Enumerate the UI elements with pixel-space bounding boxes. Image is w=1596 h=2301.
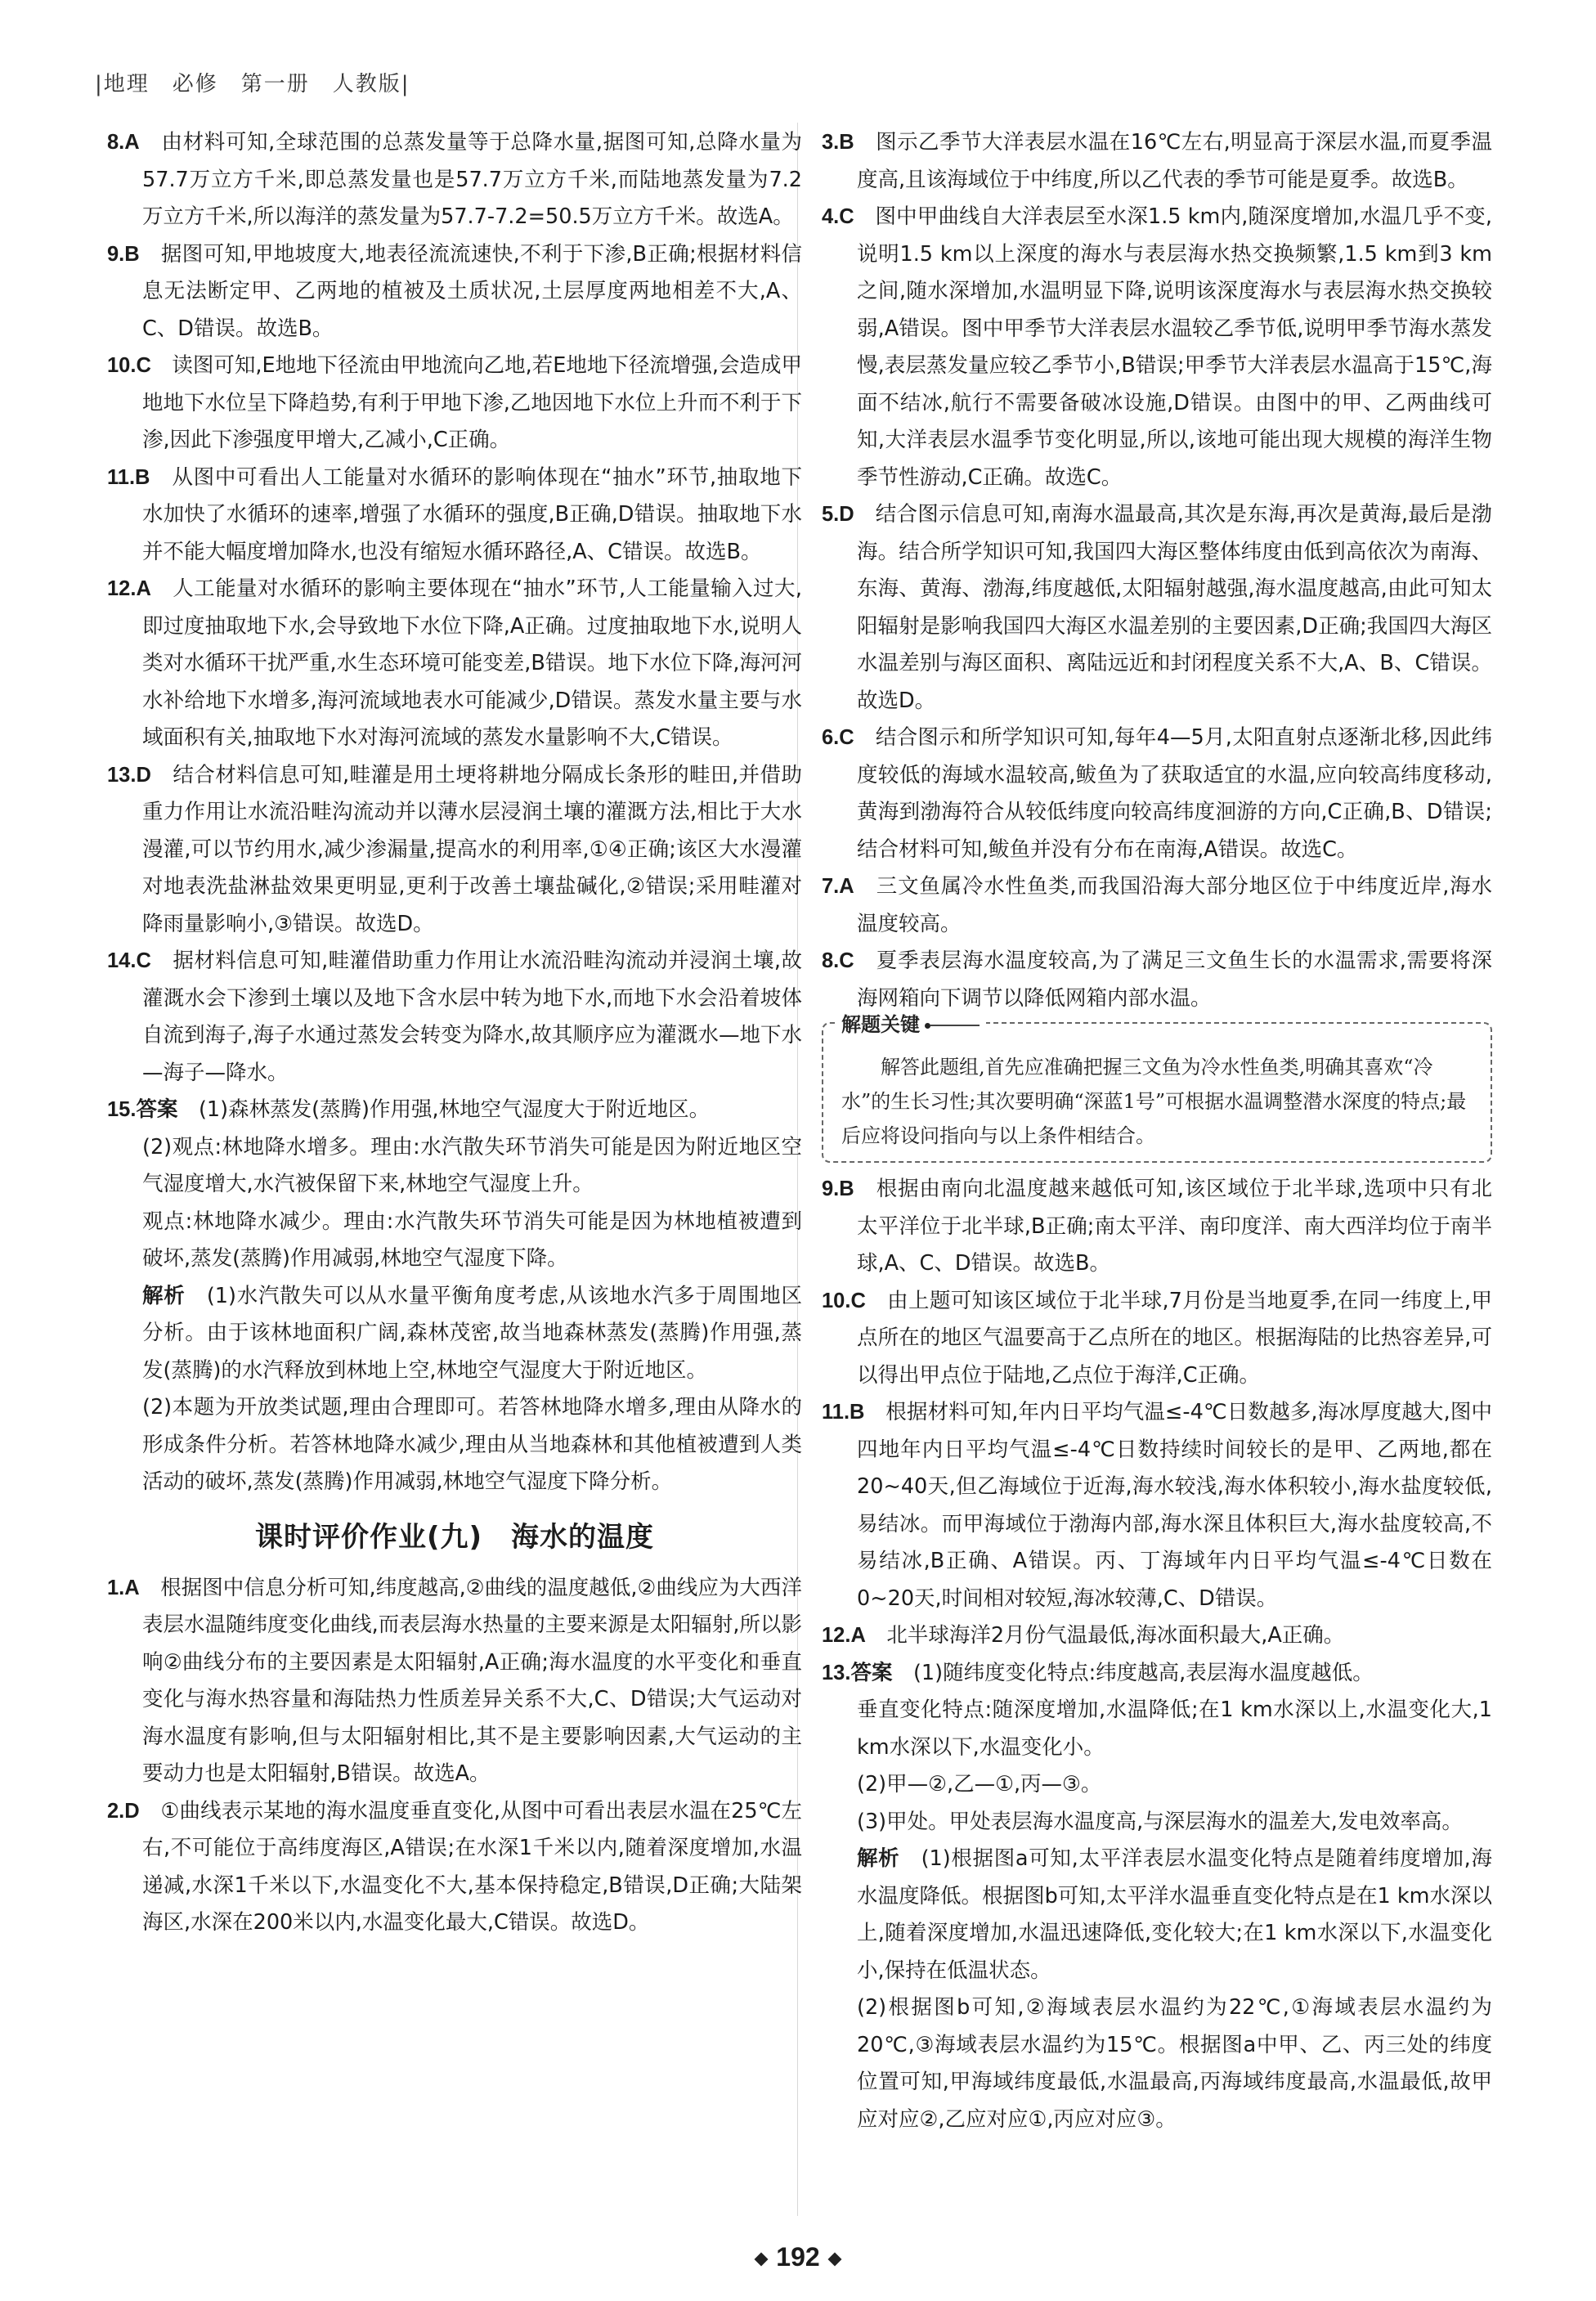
answer-text: 北半球海洋2月份气温最低,海冰面积最大,A正确。 xyxy=(886,1623,1345,1648)
answer-text: 三文鱼属冷水性鱼类,而我国沿海大部分地区位于中纬度近岸,海水温度较高。 xyxy=(857,874,1492,936)
answer-number: 12.A xyxy=(822,1624,866,1647)
q13-analysis-2: (2)根据图b可知,②海域表层水温约为22℃,①海域表层水温约为20℃,③海域表层水温约为15℃。根据图a中甲、乙、丙三处的纬度位置可知,甲海域纬度最低,水温最高,丙海域纬度最高,水温最低,故甲应对应②,乙应对应①,丙应对应③。 xyxy=(857,1995,1492,2132)
answer-text: 结合图示信息可知,南海水温最高,其次是东海,再次是黄海,最后是渤海。结合所学知识可知,我国四大海区整体纬度由低到高依次为南海、东海、黄海、渤海,纬度越低,太阳辐射越强,海水温度越高,由此可知太阳辐射是影响我国四大海区水温差别的主要因素,D正确;我国四大海区水温差别与海区面积、离陆远近和封闭程度关系不大,A、B、C错误。故选D。 xyxy=(857,502,1492,713)
answer-item xyxy=(107,460,802,572)
q15-analysis-1 xyxy=(107,1278,802,1390)
page-footer xyxy=(0,2242,1596,2272)
left-column xyxy=(107,124,802,1942)
answer-text: 读图可知,E地地下径流由甲地流向乙地,若E地地下径流增强,会造成甲地地下水位呈下降趋势,有利于甲地下渗,乙地因地下水位上升而不利于下渗,因此下渗强度甲增大,乙减小,C正确。 xyxy=(142,353,802,452)
answer-item xyxy=(822,496,1492,720)
right-column xyxy=(822,124,1492,2138)
answer-text: 据图可知,甲地坡度大,地表径流流速快,不利于下渗,B正确;根据材料信息无法断定甲、乙两地的植被及土质状况,土层厚度两地相差不大,A、C、D错误。故选B。 xyxy=(142,241,802,341)
answer-text: 由上题可知该区域位于北半球,7月份是当地夏季,在同一纬度上,甲点所在的地区气温要高于乙点所在的地区。根据海陆的比热容差异,可以得出甲点位于陆地,乙点位于海洋,C正确。 xyxy=(857,1288,1492,1388)
answer-number: 15.答案 xyxy=(107,1098,178,1121)
answer-item xyxy=(822,720,1492,868)
page-header: |地理 必修 第一册 人教版| xyxy=(95,72,410,96)
answer-text: 图示乙季节大洋表层水温在16℃左右,明显高于深层水温,而夏季温度高,且该海域位于中纬度,所以乙代表的季节可能是夏季。故选B。 xyxy=(857,130,1492,192)
answer-number: 5.D xyxy=(822,503,854,526)
answer-text: 根据图中信息分析可知,纬度越高,②曲线的温度越低,②曲线应为大西洋表层水温随纬度变化曲线,而表层海水热量的主要来源是太阳辐射,所以影响②曲线分布的主要因素是太阳辐射,A正确;海水温度的水平变化和垂直变化与海水热容量和海陆热力性质差异关系不大,C、D错误;大气运动对海水温度有影响,但与太阳辐射相比,其不是主要影响因素,大气运动的主要动力也是太阳辐射,B错误。故选A。 xyxy=(142,1575,802,1786)
section-title: 课时评价作业(九) 海水的温度 xyxy=(254,1520,655,1554)
answer-item xyxy=(822,1655,1492,1693)
answer-number: 12.A xyxy=(107,577,151,600)
answer-number: 11.B xyxy=(107,465,150,489)
diamond-icon xyxy=(827,2252,841,2266)
answer-text: (1)随纬度变化特点:纬度越高,表层海水温度越低。 xyxy=(912,1660,1374,1685)
bullet-icon xyxy=(925,1023,930,1029)
key-point-box xyxy=(822,1013,1492,1163)
analysis-label: 解析 xyxy=(857,1846,900,1871)
answer-list-right xyxy=(822,124,1492,1017)
answer-number: 13.答案 xyxy=(822,1661,893,1684)
answer-item xyxy=(107,757,802,944)
answer-text: 根据由南向北温度越来越低可知,该区域位于北半球,选项中只有北太平洋位于北半球,B正确;南太平洋、南印度洋、南大西洋均位于南半球,A、C、D错误。故选B。 xyxy=(857,1177,1492,1276)
answer-list-left xyxy=(107,124,802,1129)
answer-item xyxy=(107,348,802,460)
page-number: 192 xyxy=(776,2242,820,2272)
answer-number: 4.C xyxy=(822,205,854,228)
answer-number: 10.C xyxy=(822,1289,866,1312)
answer-number: 13.D xyxy=(107,763,151,787)
answer-text: 结合图示和所学知识可知,每年4—5月,太阳直射点逐渐北移,因此纬度较低的海域水温较高,鲅鱼为了获取适宜的水温,应向较高纬度移动,黄海到渤海符合从较低纬度向较高纬度洄游的方向,C正确,B、D错误;结合材料可知,鲅鱼并没有分布在南海,A错误。故选C。 xyxy=(857,725,1492,862)
answer-item xyxy=(107,943,802,1092)
key-point-tag xyxy=(835,1012,986,1037)
answer-number: 9.B xyxy=(822,1177,854,1200)
q13-part-2: (2)甲—②,乙—①,丙—③。 xyxy=(857,1772,1102,1796)
analysis-label: 解析 xyxy=(142,1283,186,1308)
answer-item xyxy=(822,943,1492,1017)
answer-text: 据材料信息可知,畦灌借助重力作用让水流沿畦沟流动并浸润土壤,故灌溉水会下渗到土壤以及地下含水层中转为地下水,而地下水会沿着坡体自流到海子,海子水通过蒸发会转变为降水,故其顺序应为灌溉水—地下水—海子—降水。 xyxy=(142,949,802,1085)
answer-text: 图中甲曲线自大洋表层至水深1.5 km内,随深度增加,水温几乎不变,说明1.5 km以上深度的海水与表层海水热交换频繁,1.5 km到3 km之间,随水深增加,水温明显下降,说明该深度海水与表层海水热交换较弱,A错误。图中甲季节大洋表层水温较乙季节低,说明甲季节海水蒸发慢,表层蒸发量应较乙季节小,B错误;甲季节大洋表层水温高于15℃,海面不结冰,航行不需要备破冰设施,D错误。由图中的甲、乙两曲线可知,大洋表层水温季节变化明显,所以,该地可能出现大规模的海洋生物季节性游动,C正确。故选C。 xyxy=(857,204,1492,490)
answer-text: 从图中可看出人工能量对水循环的影响体现在“抽水”环节,抽取地下水加快了水循环的速率,增强了水循环的强度,B正确,D错误。抽取地下水并不能大幅度增加降水,也没有缩短水循环路径,A、C错误。故选B。 xyxy=(142,464,802,564)
answer-item xyxy=(822,1617,1492,1655)
key-point-text: 解答此题组,首先应准确把握三文鱼为冷水性鱼类,明确其喜欢“冷水”的生长习性;其次要明确“深蓝1号”可根据水温调整潜水深度的特点;最后应将设问指向与以上条件相结合。 xyxy=(841,1056,1467,1147)
answer-list-left-2 xyxy=(107,1570,802,1942)
answer-item xyxy=(822,124,1492,199)
q13-part-1b: 垂直变化特点:随深度增加,水温降低;在1 km水深以上,水温变化大,1 km水深以下,水温变化小。 xyxy=(857,1698,1492,1760)
answer-list-right-2 xyxy=(822,1171,1492,1692)
q15-analysis-text-1: (1)水汽散失可以从水量平衡角度考虑,从该地水汽多于周围地区分析。由于该林地面积广阔,森林茂密,故当地森林蒸发(蒸腾)作用强,蒸发(蒸腾)的水汽释放到林地上空,林地空气湿度大于附近地区。 xyxy=(142,1283,802,1383)
answer-number: 2.D xyxy=(107,1799,140,1823)
answer-item xyxy=(822,199,1492,496)
answer-number: 7.A xyxy=(822,875,854,898)
q13-analysis-1 xyxy=(822,1841,1492,1989)
answer-number: 14.C xyxy=(107,949,151,972)
answer-text: (1)森林蒸发(蒸腾)作用强,林地空气湿度大于附近地区。 xyxy=(198,1097,711,1122)
answer-item xyxy=(107,1793,802,1942)
answer-item xyxy=(822,1283,1492,1395)
answer-number: 11.B xyxy=(822,1401,865,1424)
answer-text: ①曲线表示某地的海水温度垂直变化,从图中可看出表层水温在25℃左右,不可能位于高纬度海区,A错误;在水深1千米以内,随着深度增加,水温递减,水深1千米以下,水温变化不大,基本保持稳定,B错误,D正确;大陆架海区,水深在200米以内,水温变化最大,C错误。故选D。 xyxy=(142,1798,802,1935)
answer-item xyxy=(822,868,1492,943)
answer-item xyxy=(107,124,802,236)
answer-number: 10.C xyxy=(107,354,151,377)
answer-text: 夏季表层海水温度较高,为了满足三文鱼生长的水温需求,需要将深海网箱向下调节以降低网箱内部水温。 xyxy=(857,949,1492,1011)
answer-number: 3.B xyxy=(822,131,854,154)
answer-item xyxy=(822,1394,1492,1617)
answer-item xyxy=(107,571,802,757)
answer-number: 1.A xyxy=(107,1576,140,1599)
answer-number: 6.C xyxy=(822,726,854,749)
q13-analysis-text-1: (1)根据图a可知,太平洋表层水温变化特点是随着纬度增加,海水温度降低。根据图b可知,太平洋水温垂直变化特点是在1 km水深以上,随着深度增加,水温迅速降低,变化较大;在1 km水深以下,水温变化小,保持在低温状态。 xyxy=(857,1846,1492,1983)
diamond-icon xyxy=(755,2252,769,2266)
q13-part-3: (3)甲处。甲处表层海水温度高,与深层海水的温差大,发电效率高。 xyxy=(857,1809,1463,1834)
answer-text: 根据材料可知,年内日平均气温≤-4℃日数越多,海冰厚度越大,图中四地年内日平均气温≤-4℃日数持续时间较长的是甲、乙两地,都在20~40天,但乙海域位于近海,海水较浅,海水体积较小,海水盐度较低,易结冰。而甲海域位于渤海内部,海水深且体积巨大,海水盐度较高,不易结冰,B正确、A错误。丙、丁海域年内日平均气温≤-4℃日数在0~20天,时间相对较短,海冰较薄,C、D错误。 xyxy=(857,1400,1492,1611)
tag-line xyxy=(930,1025,980,1026)
answer-number: 8.A xyxy=(107,131,140,154)
q15-part-2b: 观点:林地降水减少。理由:水汽散失环节消失可能是因为林地植被遭到破坏,蒸发(蒸腾)作用减弱,林地空气湿度下降。 xyxy=(142,1209,802,1271)
q15-analysis-2: (2)本题为开放类试题,理由合理即可。若答林地降水增多,理由从降水的形成条件分析。若答林地降水减少,理由从当地森林和其他植被遭到人类活动的破坏,蒸发(蒸腾)作用减弱,林地空气湿度下降分析。 xyxy=(142,1395,802,1494)
answer-text: 由材料可知,全球范围的总蒸发量等于总降水量,据图可知,总降水量为57.7万立方千米,即总蒸发量也是57.7万立方千米,而陆地蒸发量为7.2万立方千米,所以海洋的蒸发量为57.7-7.2=50.5万立方千米。故选A。 xyxy=(142,130,802,229)
answer-number: 8.C xyxy=(822,949,854,972)
answer-text: 人工能量对水循环的影响主要体现在“抽水”环节,人工能量输入过大,即过度抽取地下水,会导致地下水位下降,A正确。过度抽取地下水,说明人类对水循环干扰严重,水生态环境可能变差,B错误。地下水位下降,海河河水补给地下水增多,海河流域地表水可能减少,D错误。蒸发水量主要与水域面积有关,抽取地下水对海河流域的蒸发水量影响不大,C错误。 xyxy=(142,576,802,750)
answer-item xyxy=(107,1570,802,1793)
key-point-tag-text: 解题关键 xyxy=(841,1013,920,1036)
answer-item xyxy=(107,1092,802,1129)
answer-item xyxy=(107,236,802,348)
q15-part-2: (2)观点:林地降水增多。理由:水汽散失环节消失可能是因为附近地区空气湿度增大,水汽被保留下来,林地空气湿度上升。 xyxy=(142,1134,802,1196)
answer-item xyxy=(822,1171,1492,1283)
answer-text: 结合材料信息可知,畦灌是用土埂将耕地分隔成长条形的畦田,并借助重力作用让水流沿畦沟流动并以薄水层浸润土壤的灌溉方法,相比于大水漫灌,可以节约用水,减少渗漏量,提高水的利用率,①④正确;该区大水漫灌对地表洗盐淋盐效果更明显,更利于改善土壤盐碱化,②错误;采用畦灌对降雨量影响小,③错误。故选D。 xyxy=(142,762,802,936)
answer-number: 9.B xyxy=(107,242,140,266)
